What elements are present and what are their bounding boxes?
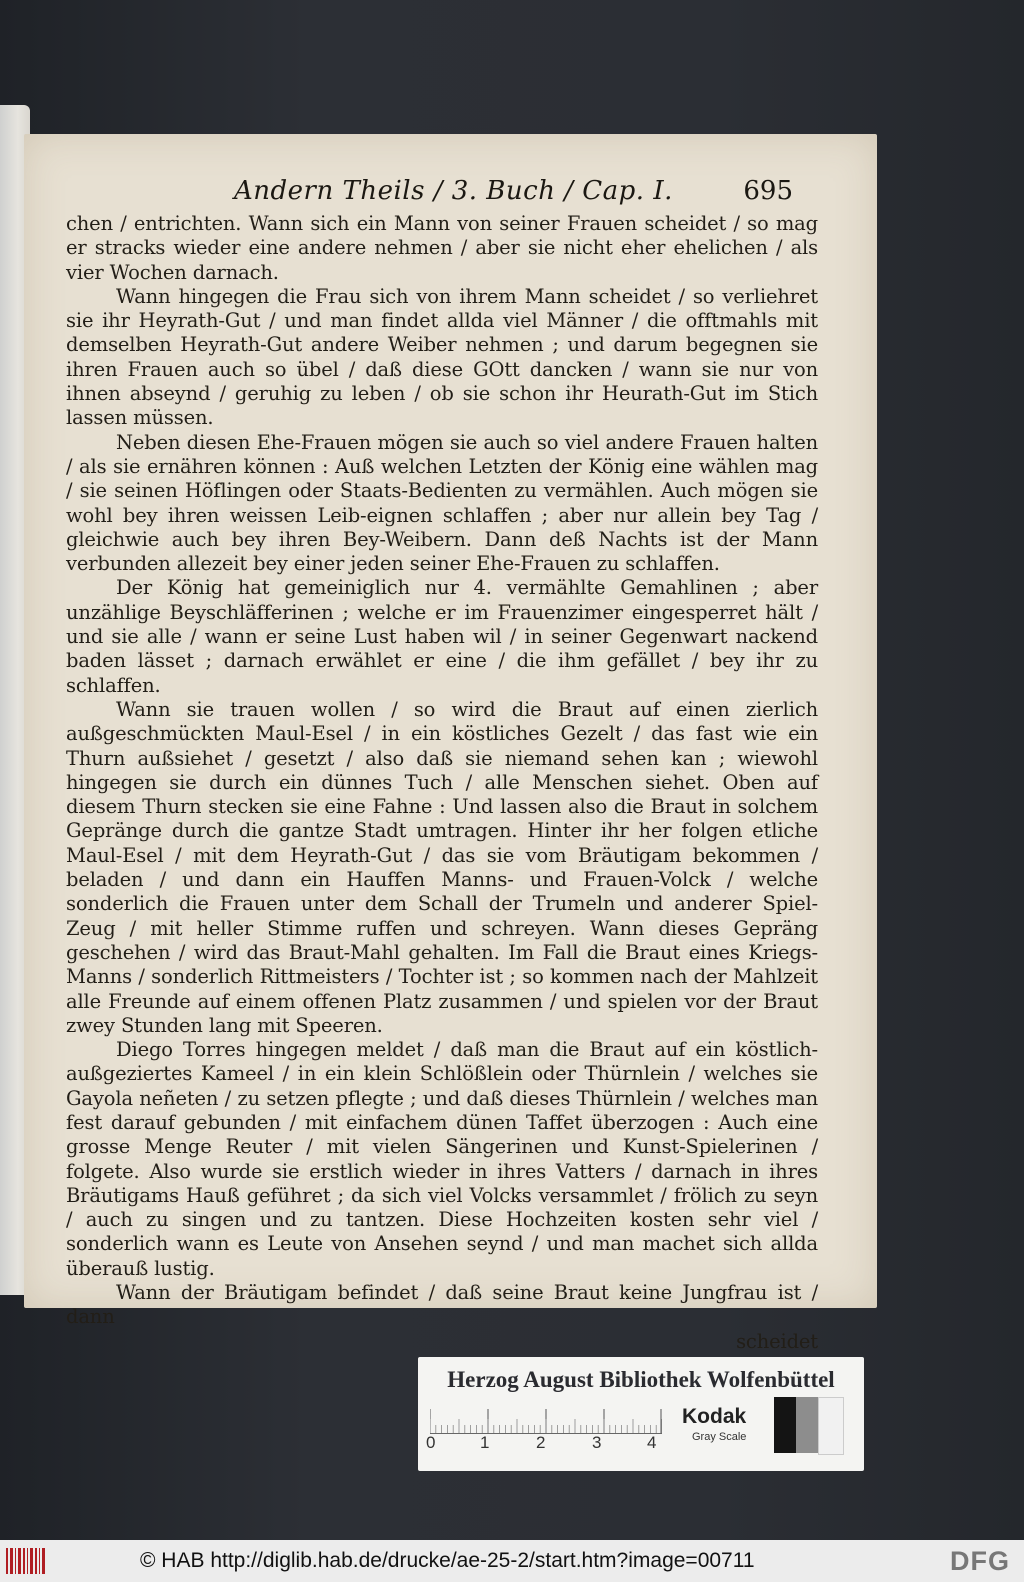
running-head [24, 176, 877, 216]
paragraph: Wann hingegen die Frau sich von ihrem Mann scheidet / so verliehret sie ihr Heyrath-Gut / und man findet allda viel Männer / die offtmahls mit demselben Heyrath-Gut andere Weiber nehmen ; und darum begegnen sie ihren Frauen auch so übel / daß diese GOtt dancken / wann sie nur von ihnen abseynd / geruhig zu leben / ob sie schon ihr Heurath-Gut im Stich lassen müssen. [66, 284, 818, 430]
paragraph: Neben diesen Ehe-Frauen mögen sie auch so viel andere Frauen halten / als sie ernähren können : Auß welchen Letzten der König eine wählen mag / sie seinen Höflingen oder Staats-Bedienten zu vermählen. Auch mögen sie wohl bey ihren weissen Leib-eignen schlaffen ; aber nur allein bey Tag / gleichwie auch bey ihren Bey-Weibern. Dann deß Nachts ist der Mann verbunden allezeit bey einer jeden seiner Ehe-Frauen zu schlaffen. [66, 430, 818, 576]
library-name: Herzog August Bibliothek Wolfenbüttel [447, 1367, 835, 1392]
barcode-icon [6, 1548, 46, 1574]
paragraph: Der König hat gemeiniglich nur 4. vermählte Gemahlinen ; aber unzählige Beyschläfferinen ; welche er im Frauenzimer eingesperret hält / und sie alle / wann er seine Lust haben wil / in seiner Gegenwart nackend baden lässet ; darnach erwählet er eine / die ihm gefället / bey ihr zu schlaffen. [66, 576, 818, 697]
paragraph: Wann der Bräutigam befindet / daß seine Braut keine Jungfrau ist / dann [66, 1281, 818, 1329]
body-text [66, 212, 818, 1354]
paragraph: chen / entrichten. Wann sich ein Mann von seiner Frauen scheidet / so mag er stracks wieder eine andere nehmen / aber sie nicht eher ehelichen / als vier Wochen darnach. [66, 212, 818, 284]
paragraph: Wann sie trauen wollen / so wird die Braut auf einen zierlich außgeschmückten Maul-Esel / in ein köstliches Gezelt / das fast wie ein Thurn außsiehet / gesetzt / also daß sie niemand sehen kan ; wiewohl hingegen sie durch ein dünnes Tuch / alle Menschen siehet. Oben auf diesem Thurn stecken sie eine Fahne : Und lassen also die Braut in solchem Gepränge durch die gantze Stadt umtragen. Hinter ihr her folgen etliche Maul-Esel / mit dem Heyrath-Gut / das sie vom Bräutigam bekommen / beladen / und dann ein Hauffen Manns- und Frauen-Volck / welche sonderlich die Frauen unter dem Schall der Trumeln und anderer Spiel-Zeug / mit heller Stimme ruffen und schreyen. Wann dieses Gepräng geschehen / wird das Braut-Mahl gehalten. Im Fall die Braut eines Kriegs-Manns / sonderlich Rittmeisters / Tochter ist ; so kommen nach der Mahlzeit alle Freunde auf einem offenen Platz zusammen / und spielen vor der Braut zwey Stunden lang mit Speeren. [66, 697, 818, 1037]
book-page [24, 134, 877, 1353]
ruler-label: 4 [647, 1433, 657, 1452]
ruler-label: 0 [426, 1433, 436, 1452]
dfg-logo: DFG [950, 1546, 1010, 1576]
ruler-label: 3 [592, 1433, 602, 1452]
footer-bar [0, 1540, 1024, 1582]
ruler-label: 1 [480, 1433, 490, 1452]
running-head-title: Andern Theils / 3. Buch / Cap. I. [234, 176, 673, 206]
catchword: scheidet [736, 1329, 818, 1353]
kodak-logo: Kodak [682, 1405, 747, 1428]
gray-patch-white [818, 1397, 844, 1455]
color-calibration-card [418, 1357, 864, 1471]
paragraph: Diego Torres hingegen meldet / daß man die Braut auf ein köstlich-außgeziertes Kameel / in ein klein Schlößlein oder Thürnlein / welches sie Gayola neñeten / zu setzen pflegte ; und daß dieses Thürnlein / welches man fest darauf gebunden / mit einfachem dünen Taffet überzogen : Auch eine grosse Menge Reuter / mit vielen Sängerinen und Kunst-Spielerinen / folgete. Also wurde sie erstlich wieder in ihres Vatters / darnach in ihres Bräutigams Hauß geführet ; da sich viel Volcks versammlet / frölich zu seyn / auch zu singen und zu tantzen. Diese Hochzeiten kosten sehr viel / sonderlich wann es Leute von Ansehen seynd / und man machet sich allda überauß lustig. [66, 1038, 818, 1280]
gray-scale-label: Gray Scale [692, 1431, 747, 1443]
scale-ruler [430, 1405, 662, 1434]
copyright-url[interactable]: © HAB http://diglib.hab.de/drucke/ae-25-2/start.htm?image=00711 [140, 1549, 755, 1572]
ruler-label: 2 [536, 1433, 546, 1452]
gray-patch-mid [796, 1397, 818, 1453]
page-number: 695 [743, 176, 793, 206]
gray-patch-black [774, 1397, 796, 1453]
